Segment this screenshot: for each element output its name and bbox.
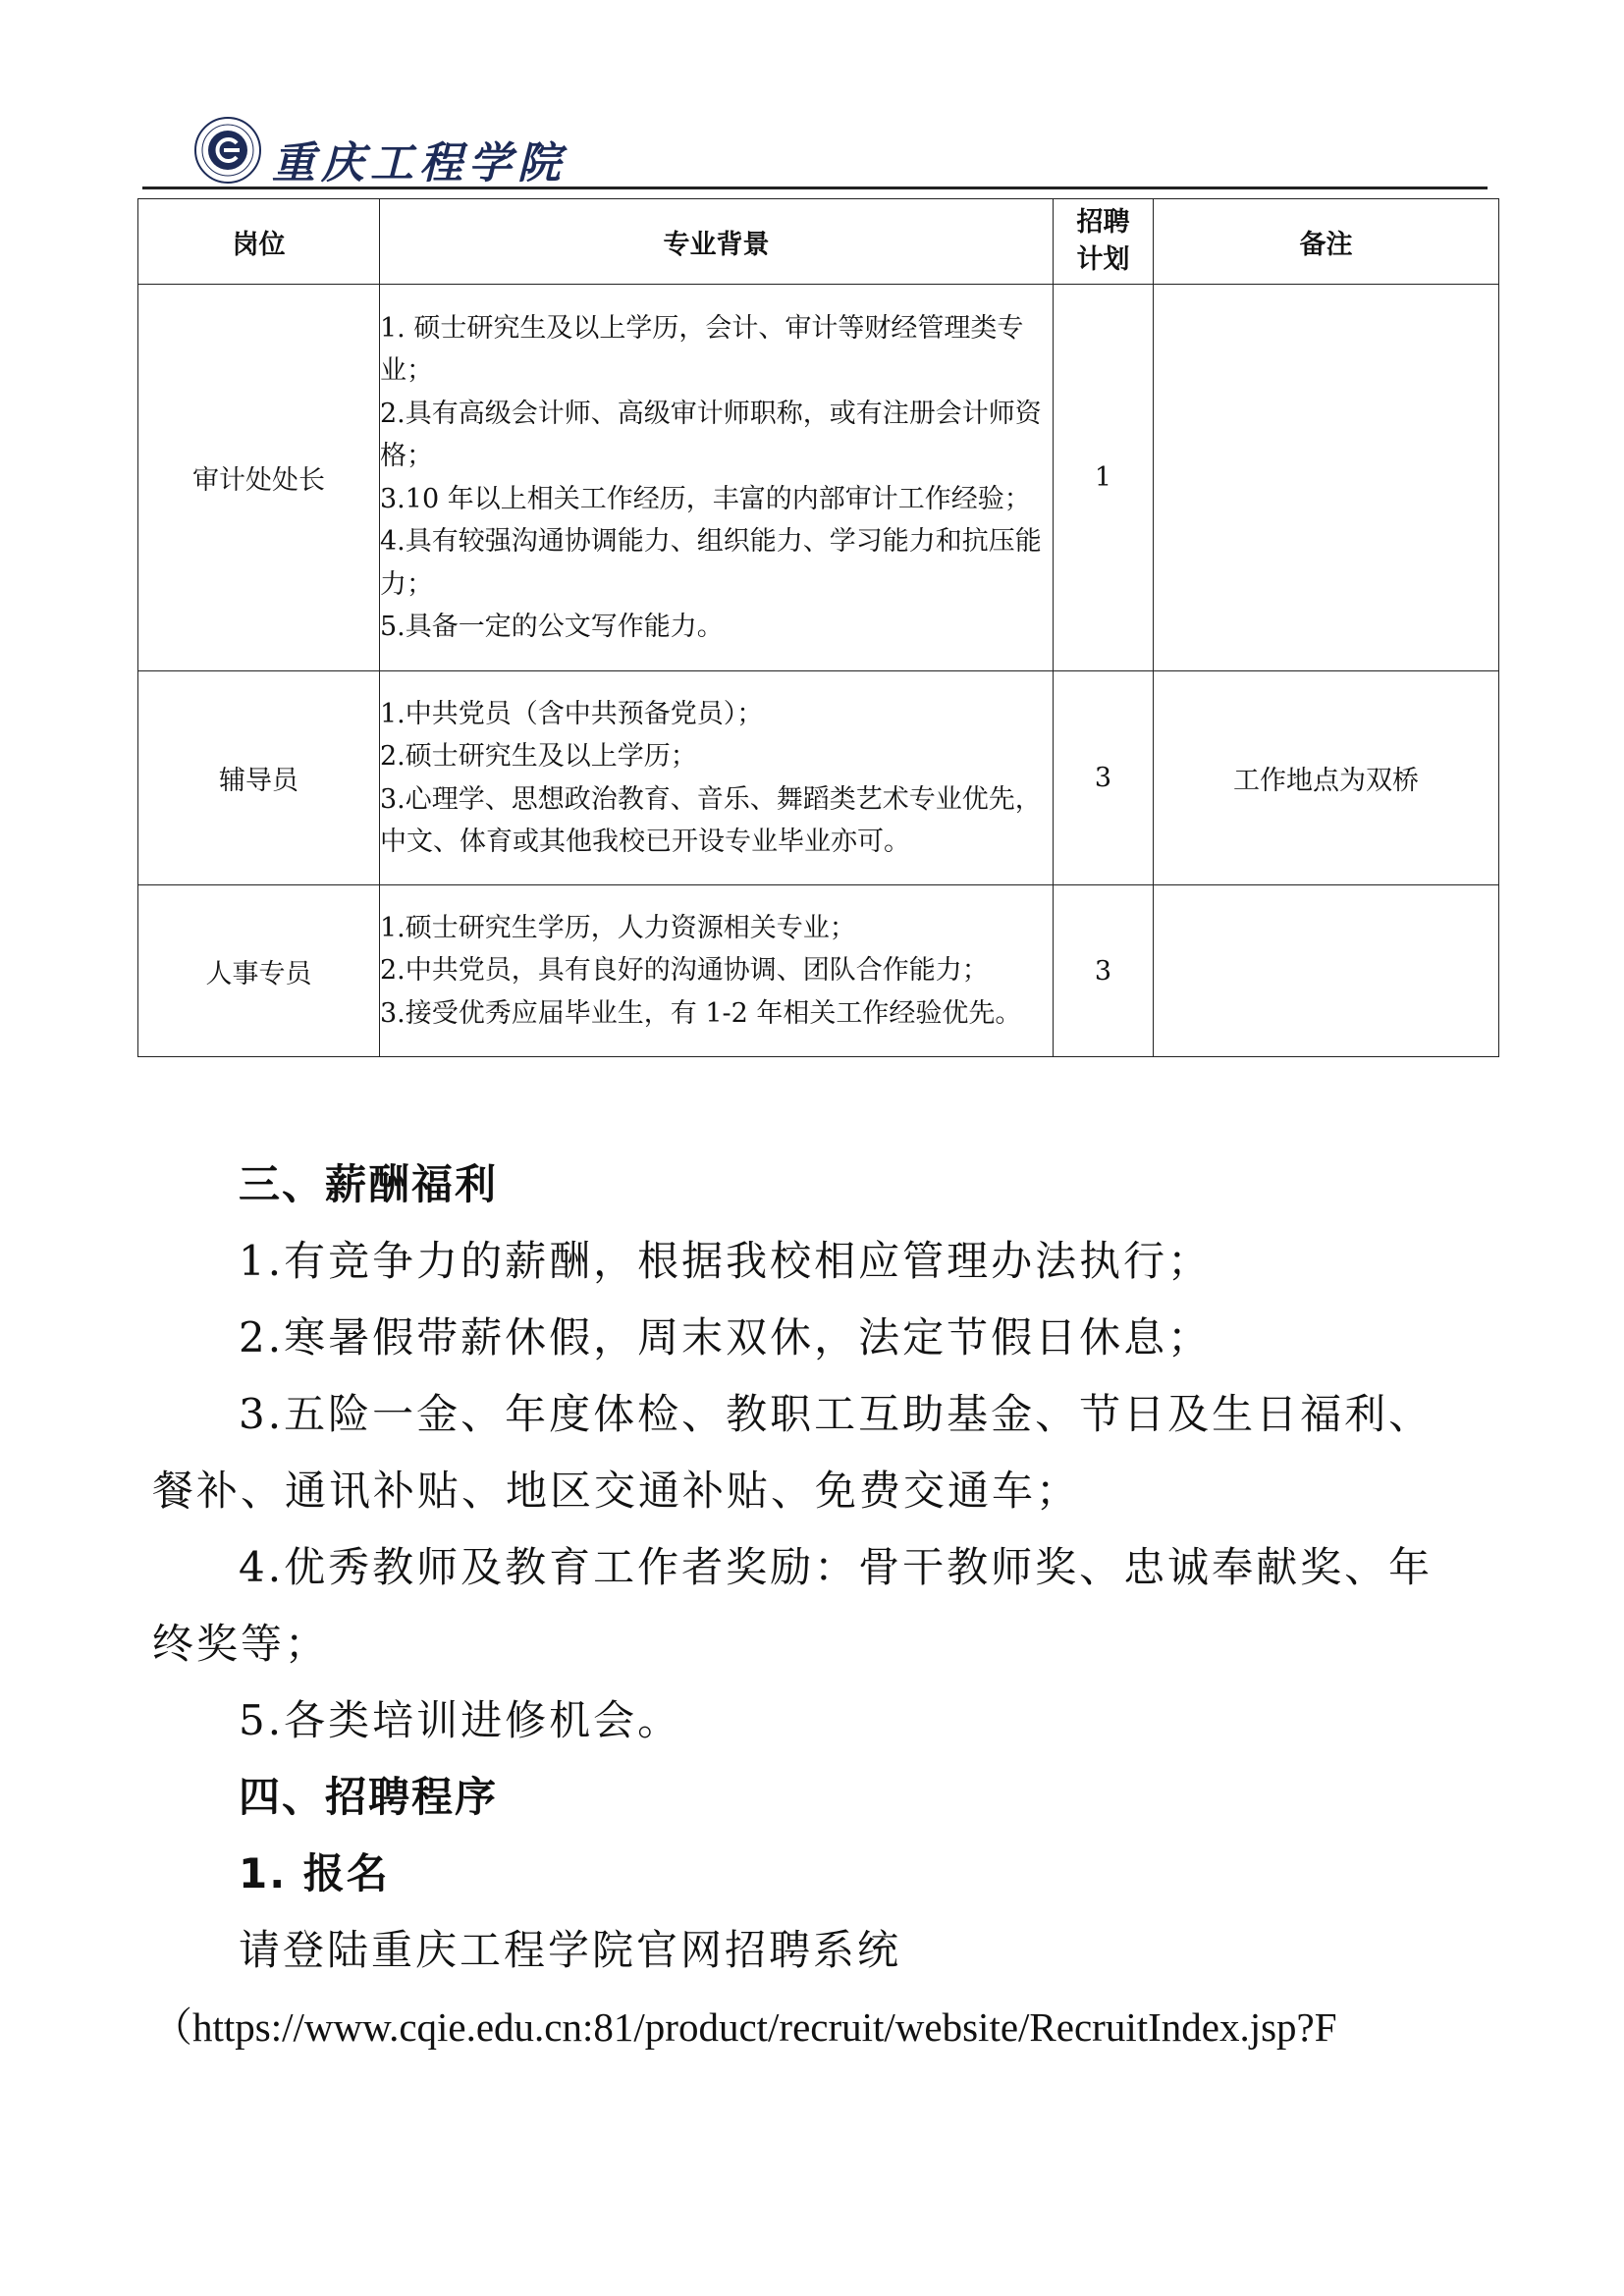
table-row	[138, 885, 1499, 1057]
requirement-item: 2.硕士研究生及以上学历；	[380, 741, 697, 772]
position-cell: 辅导员	[138, 671, 380, 885]
position-cell: 审计处处长	[138, 285, 380, 671]
plan-cell: 3	[1054, 671, 1154, 885]
school-name: 重庆工程学院	[272, 138, 567, 188]
requirement-item: 1. 硕士研究生及以上学历，会计、审计等财经管理类专业；	[380, 312, 1024, 386]
table-row	[138, 671, 1499, 885]
note-cell	[1154, 285, 1499, 671]
header-position: 岗位	[138, 199, 380, 285]
note-cell: 工作地点为双桥	[1154, 671, 1499, 885]
school-logo-icon	[193, 116, 262, 185]
table-row	[138, 285, 1499, 671]
requirement-item: 1.中共党员（含中共预备党员）；	[380, 698, 764, 729]
requirement-item: 1.硕士研究生学历，人力资源相关专业；	[380, 912, 856, 943]
plan-cell: 3	[1054, 885, 1154, 1057]
section-title: 四、招聘程序	[239, 1773, 499, 1821]
position-cell: 人事专员	[138, 885, 380, 1057]
header-plan-line: 计划	[1076, 244, 1130, 275]
header-plan	[1054, 199, 1154, 285]
benefit-item: 5.各类培训进修机会。	[239, 1696, 682, 1744]
requirement-item: 2.具有高级会计师、高级审计师职称，或有注册会计师资格；	[380, 398, 1042, 471]
requirements-cell	[380, 285, 1054, 671]
job-table	[137, 198, 1499, 1057]
header-divider	[142, 187, 1488, 189]
page-header	[142, 116, 1488, 194]
benefit-item: 2.寒暑假带薪休假，周末双休，法定节假日休息；	[239, 1313, 1213, 1362]
plan-cell: 1	[1054, 285, 1154, 671]
table-header-row	[138, 199, 1499, 285]
requirement-item: 2.中共党员，具有良好的沟通协调、团队合作能力；	[380, 955, 989, 987]
header-background: 专业背景	[380, 199, 1054, 285]
benefit-item: 4.优秀教师及教育工作者奖励：骨干教师奖、忠诚奉献奖、年终奖等；	[152, 1543, 1434, 1668]
requirement-item: 3.接受优秀应届毕业生，有 1-2 年相关工作经验优先。	[380, 997, 1022, 1029]
benefit-item: 3.五险一金、年度体检、教职工互助基金、节日及生日福利、餐补、通讯补贴、地区交通补贴、免费交通车；	[152, 1390, 1434, 1515]
requirements-cell	[380, 885, 1054, 1057]
step-text: 请登陆重庆工程学院官网招聘系统	[239, 1926, 902, 1974]
header-note: 备注	[1154, 199, 1499, 285]
requirement-item: 3.心理学、思想政治教育、音乐、舞蹈类艺术专业优先，中文、体育或其他我校已开设专业毕业亦可。	[380, 783, 1042, 857]
recruit-url-link[interactable]: （https://www.cqie.edu.cn:81/product/recruit/website/RecruitIndex.jsp?F	[152, 2004, 1337, 2050]
step-title: 1. 报名	[239, 1849, 390, 1897]
section-title: 三、薪酬福利	[239, 1160, 499, 1208]
requirement-item: 4.具有较强沟通协调能力、组织能力、学习能力和抗压能力；	[380, 526, 1042, 600]
note-cell	[1154, 885, 1499, 1057]
header-plan-line: 招聘	[1076, 207, 1130, 238]
benefit-item: 1.有竞争力的薪酬，根据我校相应管理办法执行；	[239, 1237, 1213, 1285]
requirement-item: 5.具备一定的公文写作能力。	[380, 612, 724, 642]
requirement-item: 3.10 年以上相关工作经历，丰富的内部审计工作经验；	[380, 483, 1031, 514]
section-benefits	[152, 1147, 1463, 2065]
requirements-cell	[380, 671, 1054, 885]
